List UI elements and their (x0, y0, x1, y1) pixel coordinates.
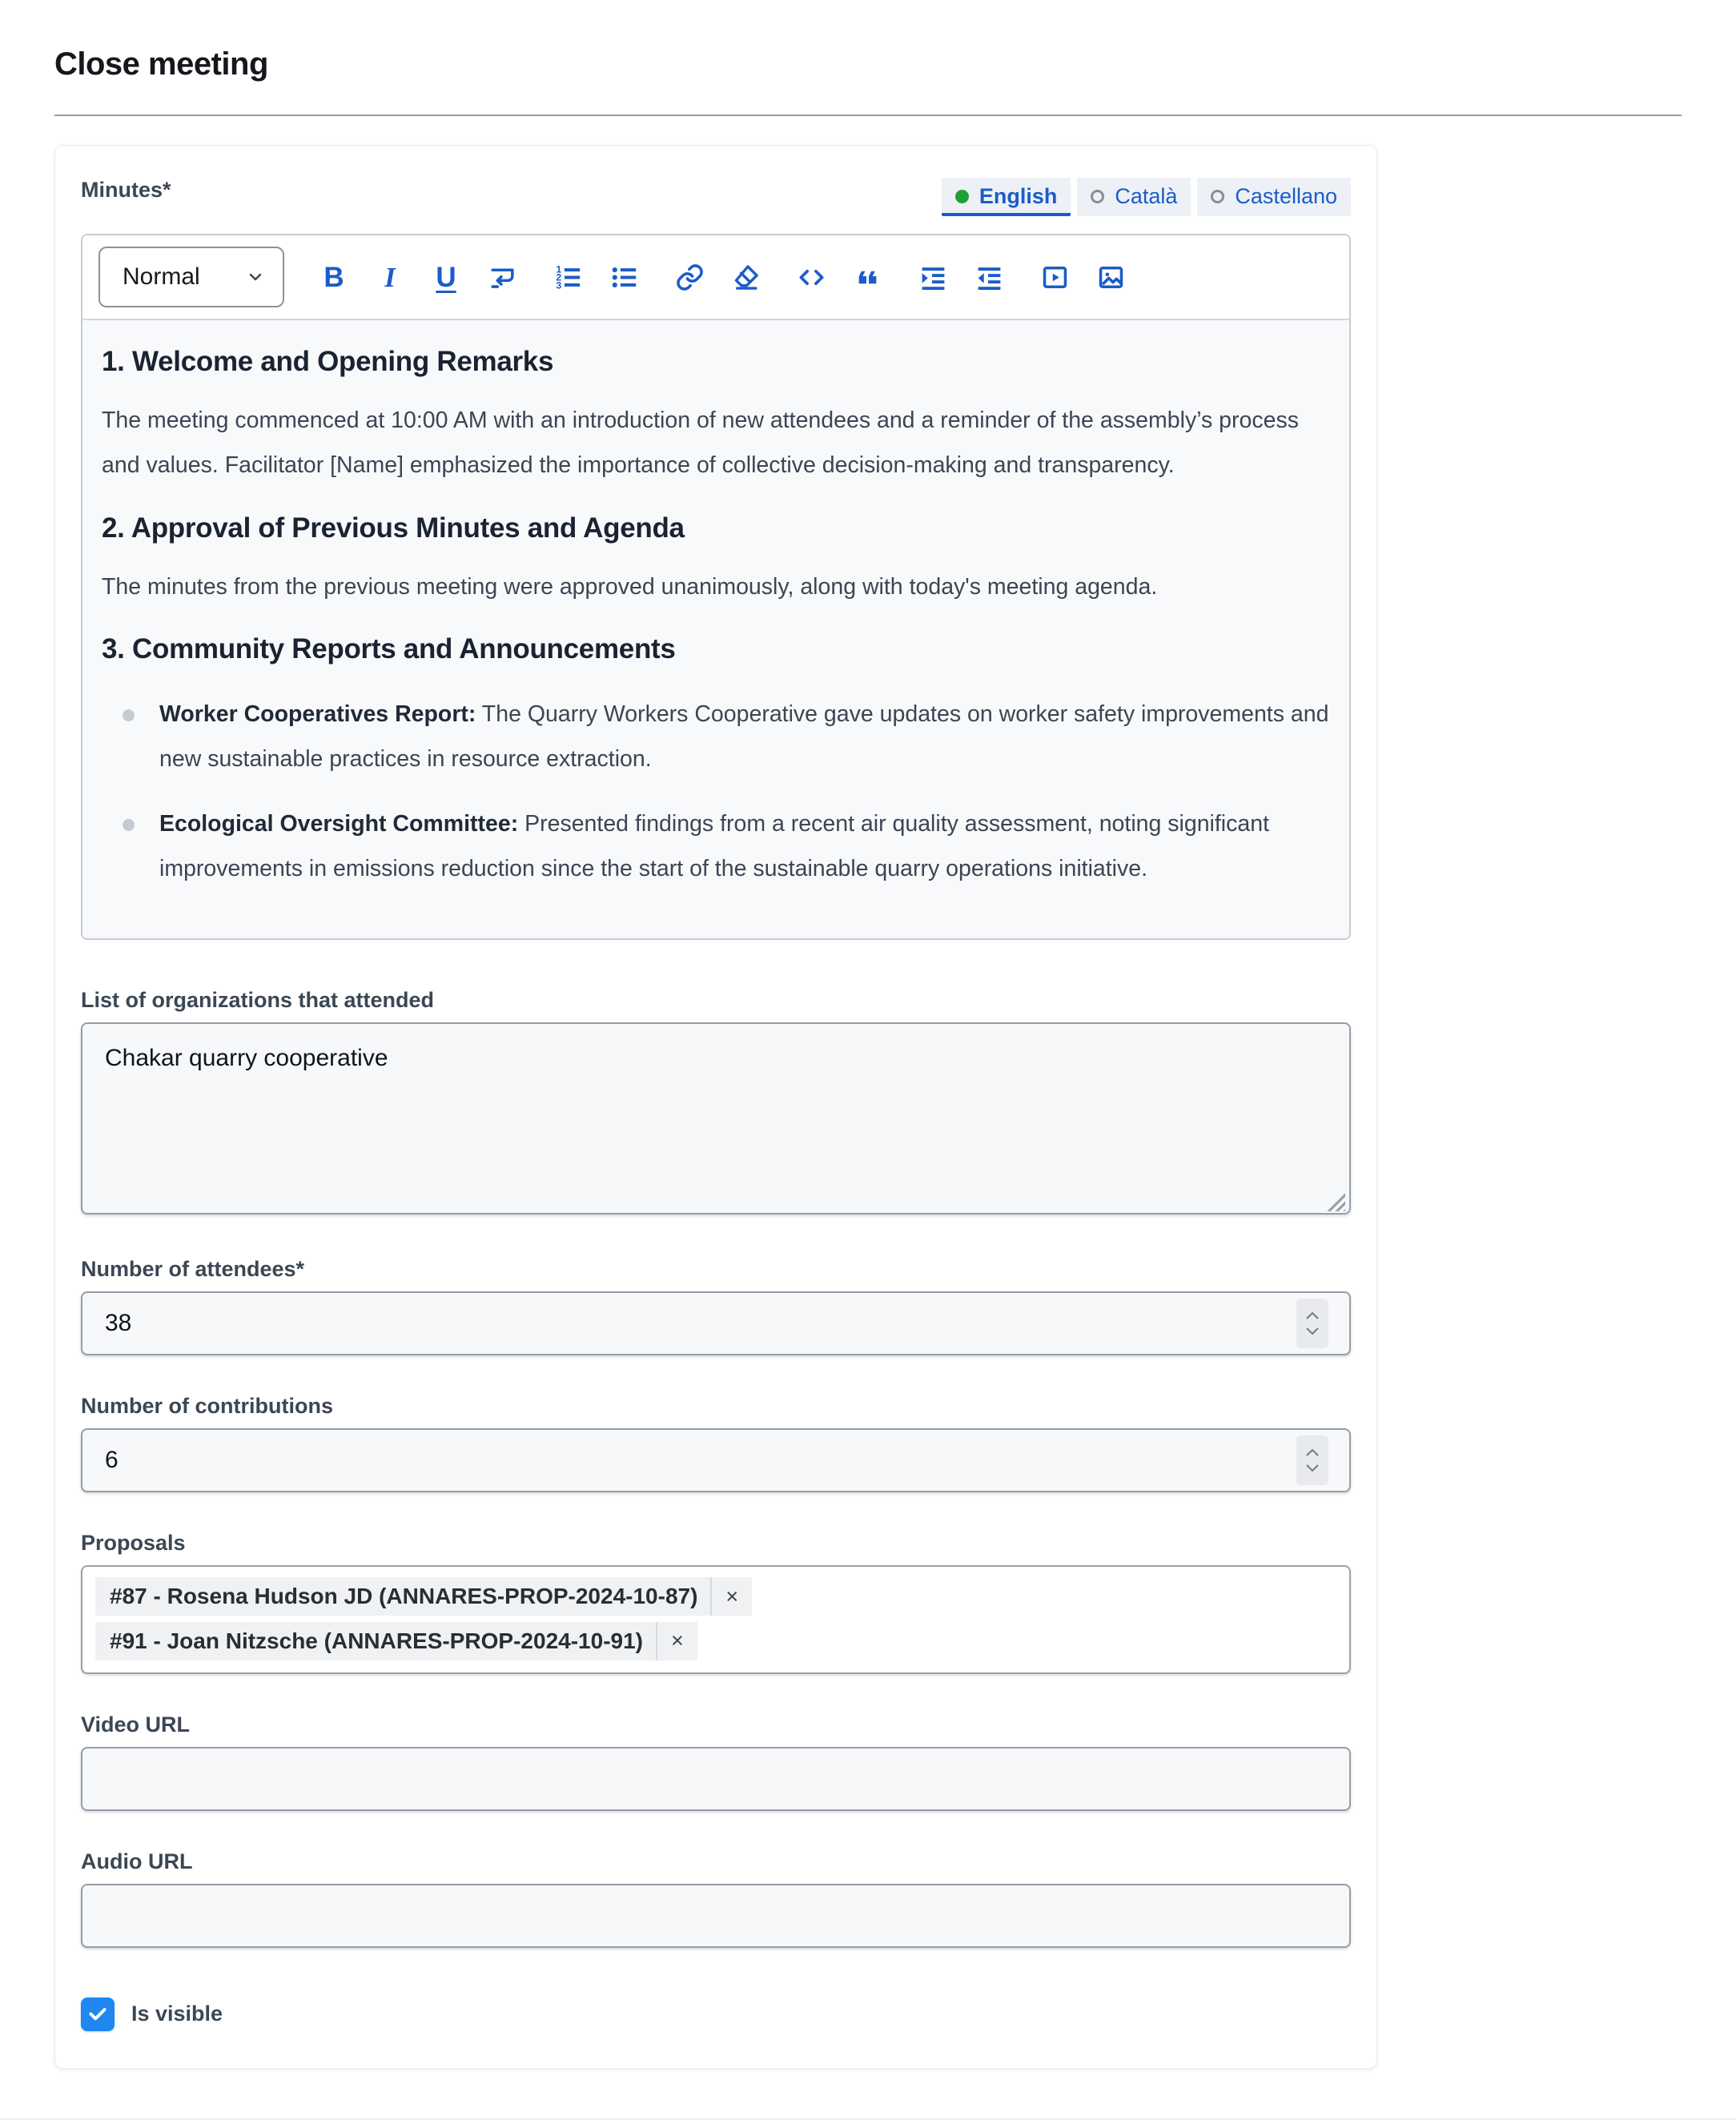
language-tab-label: English (979, 184, 1058, 208)
close-meeting-form-card (54, 145, 1377, 2069)
audio-url-input[interactable] (81, 1884, 1351, 1948)
minutes-bullet-list (102, 693, 1332, 891)
ordered-list-icon (553, 263, 583, 292)
contributions-label: Number of contributions (81, 1394, 333, 1419)
proposals-label: Proposals (81, 1531, 186, 1556)
organizations-textarea[interactable] (81, 1022, 1351, 1215)
proposal-tag (95, 1622, 697, 1660)
organizations-field (81, 988, 1351, 1219)
block-format-value: Normal (123, 263, 200, 291)
language-tabs (942, 178, 1351, 216)
bullet-dot-icon (123, 819, 135, 831)
minutes-paragraph: The minutes from the previous meeting were approved unanimously, along with today's meeting agenda. (102, 573, 1158, 600)
minutes-bullet-item: Worker Cooperatives Report: The Quarry Workers Cooperative gave updates on worker safety improvements and new sustainable practices in resource extraction. (123, 693, 1332, 781)
indent-increase-icon (918, 263, 948, 292)
proposals-multiselect[interactable] (81, 1565, 1351, 1673)
svg-text:3: 3 (555, 279, 561, 291)
toolbar-group-lists (552, 259, 640, 295)
outdent-button[interactable] (973, 259, 1005, 295)
attendees-input[interactable] (81, 1291, 1351, 1355)
image-icon (1096, 263, 1126, 292)
toolbar-group-text-style (318, 259, 518, 295)
line-break-button[interactable] (486, 259, 518, 295)
remove-tag-button[interactable]: × (710, 1577, 752, 1616)
block-format-select[interactable] (98, 247, 284, 307)
is-visible-label: Is visible (131, 2002, 223, 2026)
link-icon (675, 263, 705, 292)
toolbar-group-link (673, 259, 762, 295)
is-visible-checkbox[interactable] (81, 1998, 115, 2031)
stepper-up-icon (1305, 1311, 1320, 1320)
image-button[interactable] (1095, 259, 1127, 295)
ordered-list-button[interactable] (552, 259, 584, 295)
active-language-dot-icon (955, 190, 969, 203)
audio-url-field (81, 1849, 1351, 1948)
underline-button[interactable]: U (436, 261, 456, 293)
clear-format-button[interactable] (729, 259, 762, 295)
svg-text:1: 1 (555, 263, 561, 275)
stepper-down-icon (1305, 1327, 1320, 1335)
code-button[interactable] (795, 259, 827, 295)
language-tab-catala[interactable] (1077, 178, 1191, 216)
indent-decrease-icon (974, 263, 1004, 292)
bullet-list-icon (609, 263, 639, 292)
proposals-field (81, 1531, 1351, 1673)
link-button[interactable] (673, 259, 705, 295)
attendees-label: Number of attendees* (81, 1257, 305, 1282)
proposal-tag-label: #87 - Rosena Hudson JD (ANNARES-PROP-2024-10-87) (110, 1584, 698, 1609)
minutes-heading: 1. Welcome and Opening Remarks (102, 346, 554, 378)
stepper-up-icon (1305, 1448, 1320, 1457)
audio-url-label: Audio URL (81, 1849, 193, 1873)
minutes-rich-text-editor (81, 234, 1351, 940)
minutes-paragraph: The meeting commenced at 10:00 AM with an introduction of new attendees and a reminder of the assembly’s process and values. Facilitator [Name] emphasized the importance of collective decision-making and transparency. (102, 408, 1299, 478)
minutes-label: Minutes* (81, 178, 171, 202)
blockquote-icon (853, 263, 882, 292)
chevron-down-icon (246, 267, 265, 287)
attendees-field (81, 1257, 1351, 1355)
minutes-heading: 2. Approval of Previous Minutes and Agenda (102, 512, 685, 544)
toolbar-group-media (1039, 259, 1127, 295)
bullet-list-button[interactable] (608, 259, 640, 295)
page-title: Close meeting (54, 46, 268, 82)
remove-tag-button[interactable]: × (656, 1622, 697, 1660)
number-stepper[interactable] (1296, 1435, 1328, 1485)
code-icon (797, 263, 826, 292)
inactive-language-circle-icon (1211, 190, 1224, 203)
line-break-icon (488, 263, 517, 292)
language-tab-label: Català (1115, 184, 1178, 208)
title-divider (54, 114, 1682, 116)
video-url-field (81, 1712, 1351, 1811)
bullet-dot-icon (123, 709, 135, 721)
eraser-icon (731, 263, 761, 292)
checkmark-icon (87, 2004, 108, 2025)
contributions-input[interactable] (81, 1428, 1351, 1492)
editor-toolbar (82, 235, 1349, 320)
video-embed-button[interactable] (1039, 259, 1071, 295)
indent-button[interactable] (917, 259, 949, 295)
minutes-bullet-item: Ecological Oversight Committee: Presented findings from a recent air quality assessment, noting significant improvements in emissions reduction since the start of the sustainable quarry operations initiative. (123, 802, 1332, 891)
italic-button[interactable]: I (384, 261, 396, 293)
is-visible-row (81, 1998, 1351, 2031)
organizations-label: List of organizations that attended (81, 988, 435, 1013)
toolbar-group-indent (917, 259, 1005, 295)
minutes-editor-content[interactable] (82, 320, 1349, 938)
language-tab-label: Castellano (1235, 184, 1337, 208)
proposal-tag (95, 1577, 752, 1616)
stepper-down-icon (1305, 1464, 1320, 1472)
video-icon (1040, 263, 1070, 292)
inactive-language-circle-icon (1091, 190, 1104, 203)
bold-button[interactable]: B (323, 261, 344, 293)
video-url-label: Video URL (81, 1712, 191, 1737)
toolbar-group-code-quote (795, 259, 883, 295)
contributions-field (81, 1394, 1351, 1492)
language-tab-castellano[interactable] (1197, 178, 1351, 216)
svg-text:2: 2 (555, 271, 561, 283)
video-url-input[interactable] (81, 1747, 1351, 1811)
minutes-header-row (81, 178, 1351, 216)
proposal-tag-label: #91 - Joan Nitzsche (ANNARES-PROP-2024-10-91) (110, 1628, 643, 1653)
language-tab-english[interactable] (942, 178, 1071, 216)
number-stepper[interactable] (1296, 1299, 1328, 1348)
minutes-heading: 3. Community Reports and Announcements (102, 633, 676, 665)
blockquote-button[interactable] (851, 259, 883, 295)
